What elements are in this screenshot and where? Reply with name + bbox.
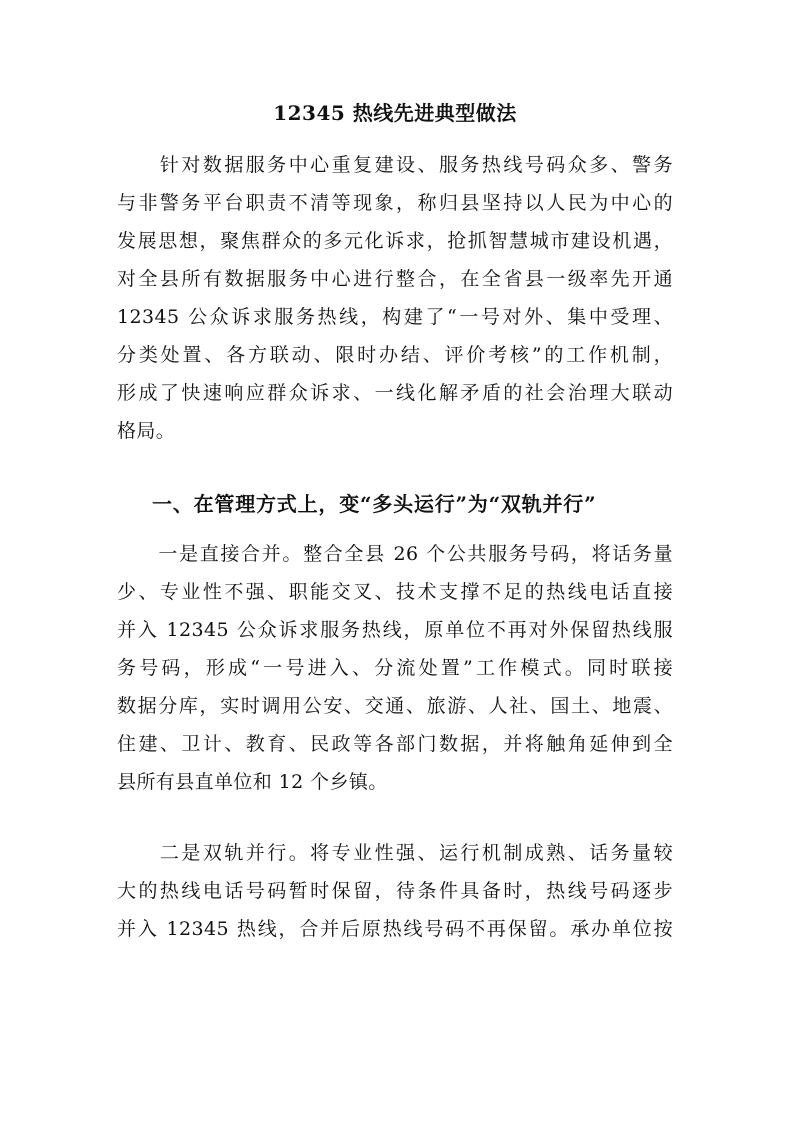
document-title: 12345 热线先进典型做法 — [273, 101, 517, 125]
intro-line: 12345 公众诉求服务热线，构建了“一号对外、集中受理、 — [117, 306, 673, 328]
intro-line: 分类处置、各方联动、限时办结、评价考核”的工作机制， — [117, 344, 673, 366]
intro-line: 发展思想，聚焦群众的多元化诉求，抢抓智慧城市建设机遇， — [117, 230, 673, 252]
para1-line: 务号码，形成“一号进入、分流处置”工作模式。同时联接 — [117, 657, 673, 679]
intro-line: 对全县所有数据服务中心进行整合，在全省县一级率先开通 — [117, 268, 673, 290]
para1-line: 县所有县直单位和 12 个乡镇。 — [117, 771, 388, 793]
para1-line: 数据分库，实时调用公安、交通、旅游、人社、国土、地震、 — [117, 695, 673, 717]
para2-line: 大的热线电话号码暂时保留，待条件具备时，热线号码逐步 — [117, 880, 673, 902]
intro-line: 针对数据服务中心重复建设、服务热线号码众多、警务 — [117, 154, 673, 176]
section-heading: 一、在管理方式上，变“多头运行”为“双轨并行” — [152, 492, 597, 516]
para1-line: 少、专业性不强、职能交叉、技术支撑不足的热线电话直接 — [117, 581, 673, 603]
para2-line: 并入 12345 热线，合并后原热线号码不再保留。承办单位按 — [117, 918, 673, 940]
intro-line: 格局。 — [117, 420, 176, 442]
intro-line: 与非警务平台职责不清等现象，称归县坚持以人民为中心的 — [117, 192, 673, 214]
para1-line: 一是直接合并。整合全县 26 个公共服务号码，将话务量 — [117, 543, 673, 565]
para2-line: 二是双轨并行。将专业性强、运行机制成熟、话务量较 — [117, 842, 673, 864]
intro-line: 形成了快速响应群众诉求、一线化解矛盾的社会治理大联动 — [117, 382, 673, 404]
para1-line: 并入 12345 公众诉求服务热线，原单位不再对外保留热线服 — [117, 619, 673, 641]
para1-line: 住建、卫计、教育、民政等各部门数据，并将触角延伸到全 — [117, 733, 673, 755]
